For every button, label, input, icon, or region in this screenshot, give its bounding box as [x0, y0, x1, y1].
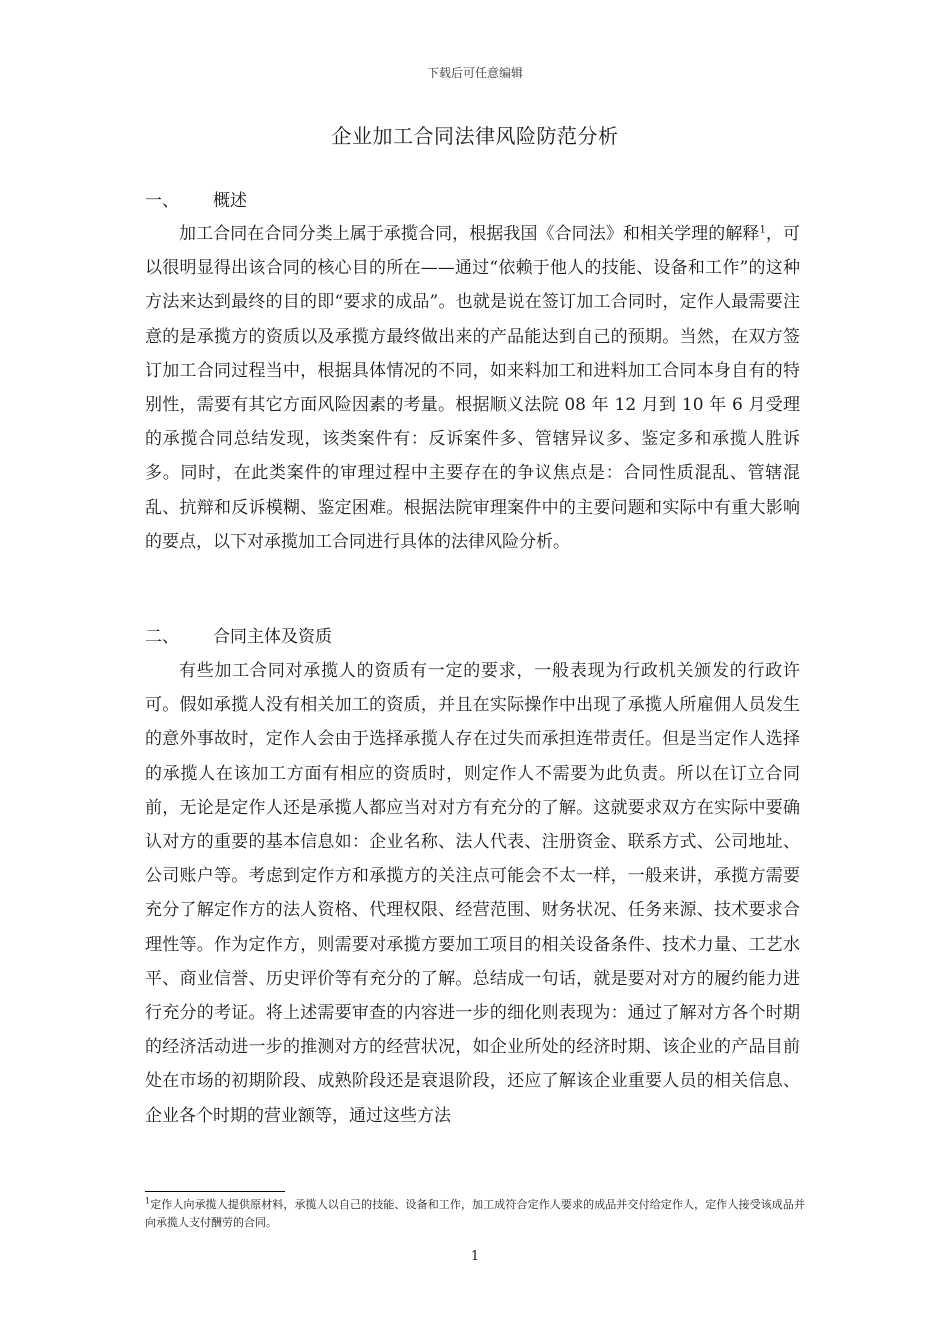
paragraph-overview-text-a: 加工合同在合同分类上属于承揽合同，根据我国《合同法》和相关学理的解释: [179, 224, 760, 244]
section-heading-2: [145, 622, 332, 652]
header-note: 下载后可任意编辑: [426, 66, 523, 80]
paragraph-overview-text-b: ，可以很明显得出该合同的核心目的所在——通过“依赖于他人的技能、设备和工作”的这种方法来达到最终的目的即“要求的成品”。也就是说在签订加工合同时，定作人最需要注意的是承揽方的资质以及承揽方最终做出来的产品能达到自己的预期。当然，在双方签订加工合同过程当中，根据具体情况的不同，如来料加工和进料加工合同本身自有的特别性，需要有其它方面风险因素的考量。根据顺义法院 08 年 12 月到 10 年 6 月受理的承揽合同总结发现，该类案件有：反诉案件多、管辖异议多、鉴定多和承揽人胜诉多。同时，在此类案件的审理过程中主要存在的争议焦点是：合同性质混乱、管辖混乱、抗辩和反诉模糊、鉴定困难。根据法院审理案件中的主要问题和实际中有重大影响的要点，以下对承揽加工合同进行具体的法律风险分析。: [145, 224, 801, 552]
page-number: 1: [470, 1249, 480, 1264]
section-number-2: 二、: [145, 627, 179, 647]
footnote-marker: 1: [145, 1196, 151, 1206]
footnote-text: 定作人向承揽人提供原材料，承揽人以自己的技能、设备和工作，加工成符合定作人要求的成品并交付给定作人，定作人接受该成品并向承揽人支付酬劳的合同。: [145, 1198, 805, 1229]
paragraph-contract-parties: 有些加工合同对承揽人的资质有一定的要求，一般表现为行政机关颁发的行政许可。假如承揽人没有相关加工的资质，并且在实际操作中出现了承揽人所雇佣人员发生的意外事故时，定作人会由于选择承揽人存在过失而承担连带责任。但是当定作人选择的承揽人在该加工方面有相应的资质时，则定作人不需要为此负责。所以在订立合同前，无论是定作人还是承揽人都应当对对方有充分的了解。这就要求双方在实际中要确认对方的重要的基本信息如：企业名称、法人代表、注册资金、联系方式、公司地址、公司账户等。考虑到定作方和承揽方的关注点可能会不太一样，一般来讲，承揽方需要充分了解定作方的法人资格、代理权限、经营范围、财务状况、任务来源、技术要求合理性等。作为定作方，则需要对承揽方要加工项目的相关设备条件、技术力量、工艺水平、商业信誉、历史评价等有充分的了解。总结成一句话，就是要对对方的履约能力进行充分的考证。将上述需要审查的内容进一步的细化则表现为：通过了解对方各个时期的经济活动进一步的推测对方的经营状况，如企业所处的经济时期、该企业的产品目前处在市场的初期阶段、成熟阶段还是衰退阶段，还应了解该企业重要人员的相关信息、企业各个时期的营业额等，通过这些方法: [145, 661, 800, 1126]
footnote: [145, 1196, 805, 1232]
section-number-1: 一、: [145, 191, 179, 211]
section-heading-1: [145, 186, 247, 216]
section-title-2: 合同主体及资质: [213, 627, 332, 647]
footnote-reference: 1: [759, 224, 766, 236]
section-body-1: [145, 217, 800, 559]
paragraph-overview: [145, 217, 800, 559]
document-title: 企业加工合同法律风险防范分析: [331, 124, 619, 148]
section-title-1: 概述: [213, 191, 247, 211]
section-body-2: [145, 654, 800, 1133]
footnote-divider: [145, 1191, 285, 1192]
